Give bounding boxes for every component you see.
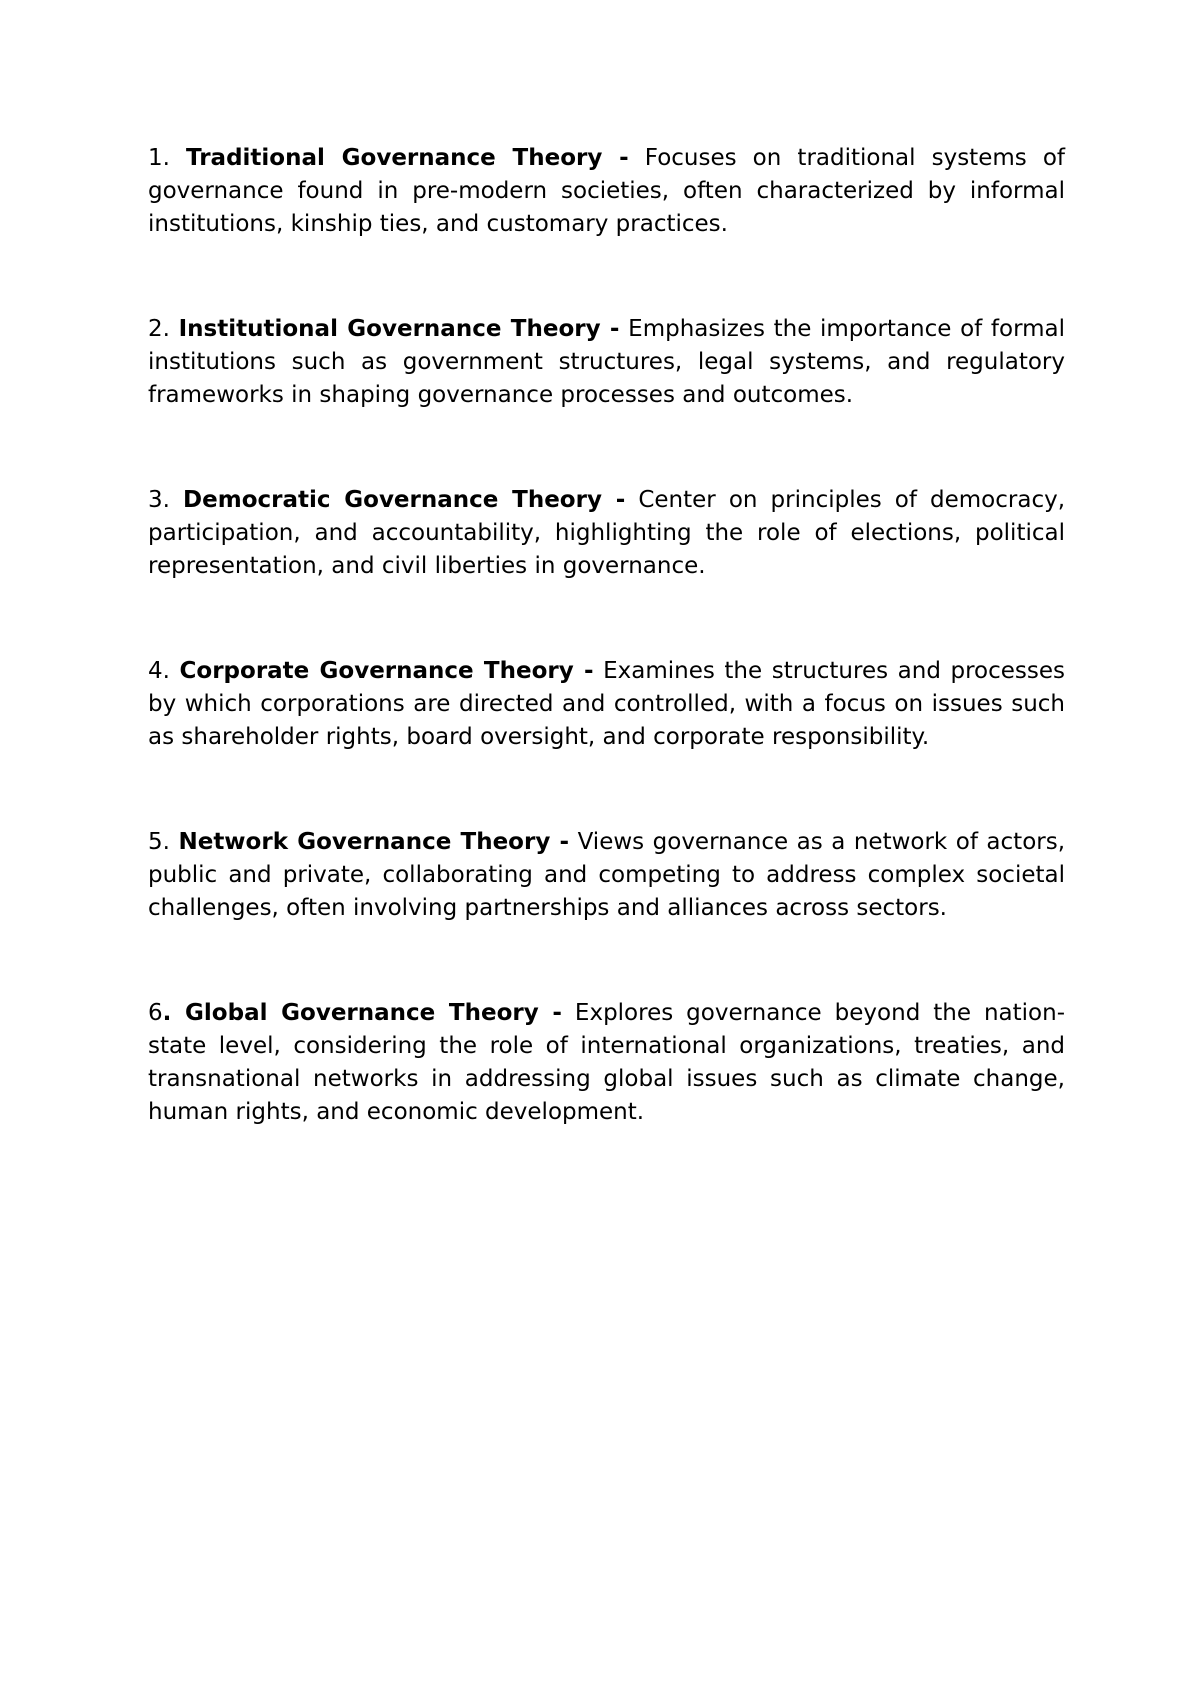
item-number: 4. bbox=[148, 658, 170, 684]
item-number: 5. bbox=[148, 829, 170, 855]
theory-item-network bbox=[148, 826, 1065, 925]
theory-item-corporate bbox=[148, 655, 1065, 754]
item-description: Emphasizes the importance of formal institutions such as government structures, legal systems, and regulatory frameworks in shaping governance processes and outcomes. bbox=[148, 316, 1066, 408]
item-number: 3. bbox=[148, 487, 170, 513]
item-term: . Global Governance Theory - bbox=[162, 1000, 562, 1026]
item-description: Center on principles of democracy, participation, and accountability, highlighting the role of elections, political representation, and civil liberties in governance. bbox=[148, 487, 1066, 579]
document-body bbox=[148, 142, 1065, 1201]
item-term: Institutional Governance Theory - bbox=[178, 316, 620, 342]
item-term: Network Governance Theory - bbox=[178, 829, 570, 855]
item-term: Democratic Governance Theory - bbox=[183, 487, 626, 513]
item-term: Traditional Governance Theory - bbox=[186, 145, 629, 171]
theory-item-global bbox=[148, 997, 1065, 1129]
item-number: 2. bbox=[148, 316, 170, 342]
item-term: Corporate Governance Theory - bbox=[179, 658, 594, 684]
theory-item-institutional bbox=[148, 313, 1065, 412]
item-description: Focuses on traditional systems of governance found in pre-modern societies, often characterized by informal institutions, kinship ties, and customary practices. bbox=[148, 145, 1065, 237]
theory-item-democratic bbox=[148, 484, 1065, 583]
item-description: Examines the structures and processes by which corporations are directed and controlled, with a focus on issues such as shareholder rights, board oversight, and corporate responsibility. bbox=[148, 658, 1066, 750]
item-number: 6 bbox=[148, 1000, 163, 1026]
theory-item-traditional bbox=[148, 142, 1065, 241]
item-number: 1. bbox=[148, 145, 170, 171]
item-description: Views governance as a network of actors, public and private, collaborating and competing to address complex societal challenges, often involving partnerships and alliances across sectors. bbox=[148, 829, 1066, 921]
item-description: Explores governance beyond the nation-state level, considering the role of international organizations, treaties, and transnational networks in addressing global issues such as climate change, human rights, and economic development. bbox=[148, 1000, 1065, 1125]
